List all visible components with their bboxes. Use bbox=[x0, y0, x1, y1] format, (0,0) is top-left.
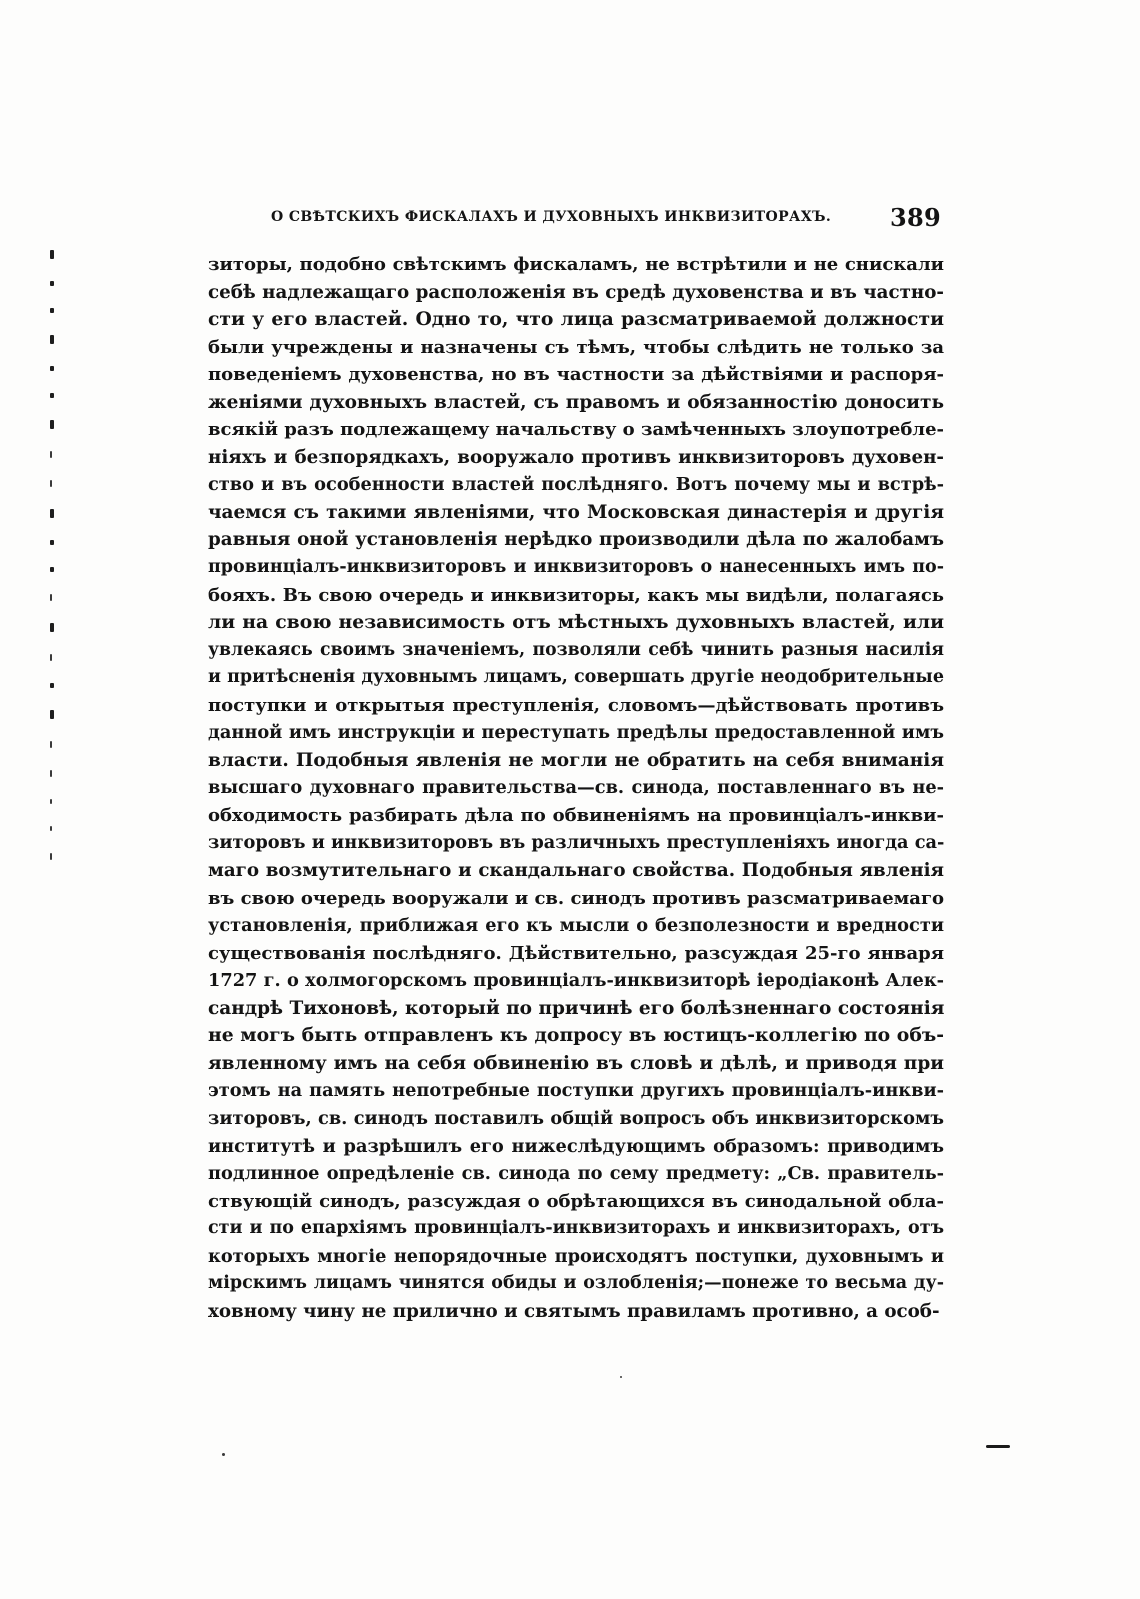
running-title: О СВѢТСКИХЪ ФИСКАЛАХЪ И ДУХОВНЫХЪ ИНКВИЗИТОРАХЪ. bbox=[271, 209, 832, 225]
margin-mark bbox=[50, 540, 54, 545]
margin-mark bbox=[50, 393, 54, 398]
margin-mark bbox=[50, 335, 54, 344]
margin-mark bbox=[50, 281, 54, 286]
margin-mark bbox=[50, 451, 52, 458]
margin-mark bbox=[50, 509, 54, 518]
text-line: увлекаясь своимъ значеніемъ, позволяли себѣ чинить разныя насилія bbox=[208, 639, 944, 660]
text-line: зиторовъ, св. синодъ поставилъ общій вопросъ объ инквизиторскомъ bbox=[208, 1107, 944, 1129]
margin-mark bbox=[50, 799, 52, 804]
text-line: зиторы, подобно свѣтскимъ фискаламъ, не встрѣтили и не снискали bbox=[208, 254, 944, 275]
margin-mark bbox=[50, 480, 52, 487]
text-line: зиторовъ и инквизиторовъ въ различныхъ преступленіяхъ иногда са- bbox=[208, 832, 944, 854]
text-line: въ свою очередь вооружали и св. синодъ противъ разсматриваемаго bbox=[208, 887, 944, 909]
text-line: явленному имъ на себя обвиненію въ словѣ и дѣлѣ, и приводя при bbox=[208, 1052, 944, 1074]
margin-mark bbox=[50, 420, 54, 429]
margin-mark bbox=[50, 741, 52, 748]
text-line: ствующій синодъ, разсуждая о обрѣтающихся въ синодальной обла- bbox=[208, 1190, 944, 1212]
text-line: существованія послѣдняго. Дѣйствительно, разсуждая 25-го января bbox=[208, 942, 944, 964]
text-line: установленія, приближая его къ мысли о безполезности и вредности bbox=[208, 915, 944, 937]
text-line: бояхъ. Въ свою очередь и инквизиторы, какъ мы видѣли, полагаясь bbox=[208, 584, 944, 606]
text-line: сти и по епархіямъ провинціалъ-инквизиторахъ и инквизиторахъ, отъ bbox=[208, 1218, 944, 1239]
left-margin-bleed-through bbox=[50, 250, 66, 882]
margin-mark bbox=[50, 770, 52, 777]
text-line: власти. Подобныя явленія не могли не обратить на себя вниманія bbox=[208, 749, 944, 771]
margin-mark bbox=[50, 683, 54, 688]
text-line: ство и въ особенности властей послѣдняго. Вотъ почему мы и встрѣ- bbox=[208, 474, 944, 496]
text-line: провинціалъ-инквизиторовъ и инквизиторовъ о нанесенныхъ имъ по- bbox=[208, 557, 944, 578]
text-line: равныя оной установленія нерѣдко производили дѣла по жалобамъ bbox=[208, 529, 944, 551]
margin-mark bbox=[50, 623, 54, 632]
page-number: 389 bbox=[890, 203, 941, 232]
margin-mark bbox=[50, 250, 54, 259]
text-line: институтѣ и разрѣшилъ его нижеслѣдующимъ образомъ: приводимъ bbox=[208, 1135, 944, 1157]
text-line: высшаго духовнаго правительства—св. синода, поставленнаго въ не- bbox=[208, 777, 944, 799]
text-line: сандрѣ Тихоновѣ, который по причинѣ его болѣзненнаго состоянія bbox=[208, 997, 944, 1019]
margin-mark bbox=[50, 567, 54, 572]
text-line: всякій разъ подлежащему начальству о замѣченныхъ злоупотребле- bbox=[208, 419, 944, 441]
margin-mark bbox=[50, 826, 52, 831]
text-line: себѣ надлежащаго расположенія въ средѣ духовенства и въ частно- bbox=[208, 281, 944, 303]
margin-mark bbox=[50, 853, 52, 860]
text-line: женіями духовныхъ властей, съ правомъ и обязанностію доносить bbox=[208, 391, 944, 413]
text-line: не могъ быть отправленъ къ допросу въ юстицъ-коллегію по объ- bbox=[208, 1024, 944, 1047]
text-line: 1727 г. о холмогорскомъ провинціалъ-инквизиторѣ іеродіаконѣ Алек- bbox=[208, 970, 944, 992]
margin-mark bbox=[50, 710, 54, 719]
margin-mark bbox=[50, 366, 54, 371]
text-line: ховному чину не прилично и святымъ правиламъ противно, а особ- bbox=[208, 1300, 940, 1322]
text-line: этомъ на память непотребные поступки другихъ провинціалъ-инкви- bbox=[208, 1080, 944, 1102]
text-line: которыхъ многіе непорядочные происходятъ поступки, духовнымъ и bbox=[208, 1245, 944, 1267]
text-line: ли на свою независимость отъ мѣстныхъ духовныхъ властей, или bbox=[208, 611, 944, 634]
text-line: обходимость разбирать дѣла по обвиненіямъ на провинціалъ-инкви- bbox=[208, 804, 944, 826]
text-line: ніяхъ и безпорядкахъ, вооружало противъ инквизиторовъ духовен- bbox=[208, 446, 944, 468]
scan-speck bbox=[222, 1453, 225, 1456]
text-line: маго возмутительнаго и скандальнаго свойства. Подобныя явленія bbox=[208, 860, 944, 882]
text-line: поступки и открытыя преступленія, словомъ—дѣйствовать противъ bbox=[208, 694, 944, 716]
text-line: мірскимъ лицамъ чинятся обиды и озлобленія;—понеже то весьма ду- bbox=[208, 1273, 944, 1294]
text-line: были учреждены и назначены съ тѣмъ, чтобы слѣдить не только за bbox=[208, 336, 944, 358]
running-header bbox=[271, 203, 941, 233]
text-line: и притѣсненія духовнымъ лицамъ, совершать другіе неодобрительные bbox=[208, 667, 944, 688]
text-line: чаемся съ такими явленіями, что Московская династерія и другія bbox=[208, 501, 944, 523]
margin-mark bbox=[50, 654, 52, 661]
margin-mark bbox=[50, 594, 52, 601]
body-text bbox=[208, 251, 944, 1325]
text-line: сти у его властей. Одно то, что лица разсматриваемой должности bbox=[208, 308, 944, 331]
margin-dash-mark bbox=[986, 1445, 1010, 1448]
text-line: подлинное опредѣленіе св. синода по сему предмету: „Св. правитель- bbox=[208, 1163, 944, 1185]
text-line: данной имъ инструкціи и переступать предѣлы предоставленной имъ bbox=[208, 722, 944, 744]
scan-speck bbox=[620, 1376, 622, 1378]
margin-mark bbox=[50, 308, 54, 313]
text-line: поведеніемъ духовенства, но въ частности за дѣйствіями и распоря- bbox=[208, 364, 944, 386]
